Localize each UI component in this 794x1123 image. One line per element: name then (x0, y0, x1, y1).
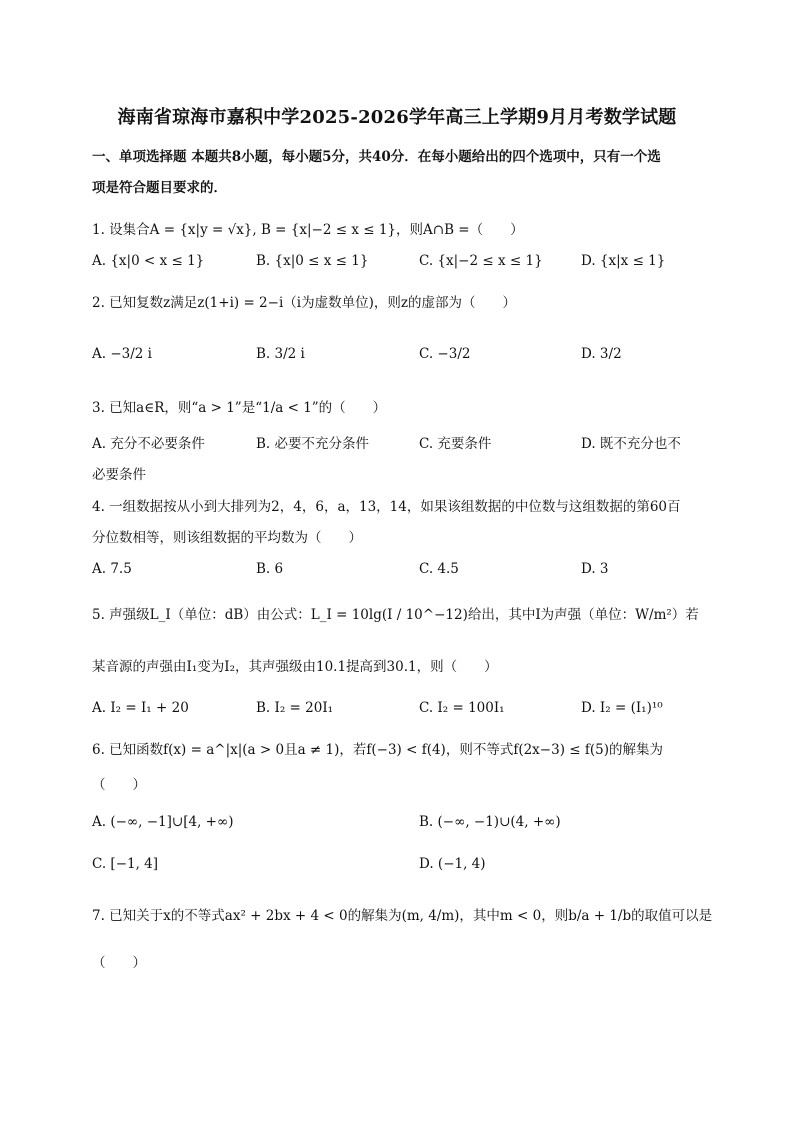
section-heading-line-1: 一、单项选择题 本题共8小题，每小题5分，共40分．在每小题给出的四个选项中，只有一个选 (92, 149, 661, 165)
section-heading-line-2: 项是符合题目要求的． (92, 180, 227, 196)
q3-option-c: C. 充要条件 (419, 436, 492, 452)
q1-option-a: A. {x|0 < x ≤ 1} (92, 253, 205, 269)
q3-option-d: D. 既不充分也不 (581, 436, 681, 452)
q5-option-d: D. I₂ = (I₁)¹⁰ (581, 700, 663, 716)
question-2: 2. 已知复数z满足z(1+i) = 2−i（i为虚数单位)，则z的虚部为（ ） (92, 295, 516, 311)
q5-option-a: A. I₂ = I₁ + 20 (92, 700, 189, 716)
q2-option-c: C. −3/2 (419, 346, 471, 362)
q6-option-c: C. [−1, 4] (92, 856, 159, 872)
q6-option-b: B. (−∞, −1)∪(4, +∞) (419, 814, 561, 830)
question-5-line-1: 5. 声强级L_I（单位：dB）由公式：L_I = 10lg(I / 10^−12)给出，其中I为声强（单位：W/m²）若 (92, 607, 699, 623)
q4-option-a: A. 7.5 (92, 561, 132, 577)
question-1: 1. 设集合A = {x|y = √x}, B = {x|−2 ≤ x ≤ 1}，则A∩B =（ ） (92, 222, 524, 238)
question-3: 3. 已知a∈R，则“a > 1”是“1/a < 1”的（ ） (92, 400, 387, 416)
page-title: 海南省琼海市嘉积中学2025-2026学年高三上学期9月月考数学试题 (117, 107, 677, 128)
q5-option-b: B. I₂ = 20I₁ (256, 700, 334, 716)
question-4-line-1: 4. 一组数据按从小到大排列为2，4，6，a，13，14，如果该组数据的中位数与这组数据的第60百 (92, 499, 681, 515)
q4-option-c: C. 4.5 (419, 561, 459, 577)
q2-option-d: D. 3/2 (581, 346, 622, 362)
q3-option-d-continued: 必要条件 (92, 467, 146, 483)
question-7-line-1: 7. 已知关于x的不等式ax² + 2bx + 4 < 0的解集为(m, 4/m)，其中m < 0，则b/a + 1/b的取值可以是 (92, 908, 713, 924)
q6-option-a: A. (−∞, −1]∪[4, +∞) (92, 814, 234, 830)
q1-option-d: D. {x|x ≤ 1} (581, 253, 666, 269)
q3-option-a: A. 充分不必要条件 (92, 436, 205, 452)
q1-option-c: C. {x|−2 ≤ x ≤ 1} (419, 253, 543, 269)
question-7-line-2: （ ） (92, 955, 146, 971)
q4-option-b: B. 6 (256, 561, 284, 577)
q2-option-b: B. 3/2 i (256, 346, 305, 362)
question-4-line-2: 分位数相等，则该组数据的平均数为（ ） (92, 530, 362, 546)
question-5-line-2: 某音源的声强由I₁变为I₂，其声强级由10.1提高到30.1，则（ ） (92, 659, 498, 675)
q1-option-b: B. {x|0 ≤ x ≤ 1} (256, 253, 369, 269)
question-6-line-1: 6. 已知函数f(x) = a^|x|(a > 0且a ≠ 1)，若f(−3) < f(4)，则不等式f(2x−3) ≤ f(5)的解集为 (92, 742, 663, 758)
q2-option-a: A. −3/2 i (92, 346, 152, 362)
question-6-line-2: （ ） (92, 777, 146, 793)
q3-option-b: B. 必要不充分条件 (256, 436, 370, 452)
q6-option-d: D. (−1, 4) (419, 856, 486, 872)
q4-option-d: D. 3 (581, 561, 609, 577)
q5-option-c: C. I₂ = 100I₁ (419, 700, 505, 716)
